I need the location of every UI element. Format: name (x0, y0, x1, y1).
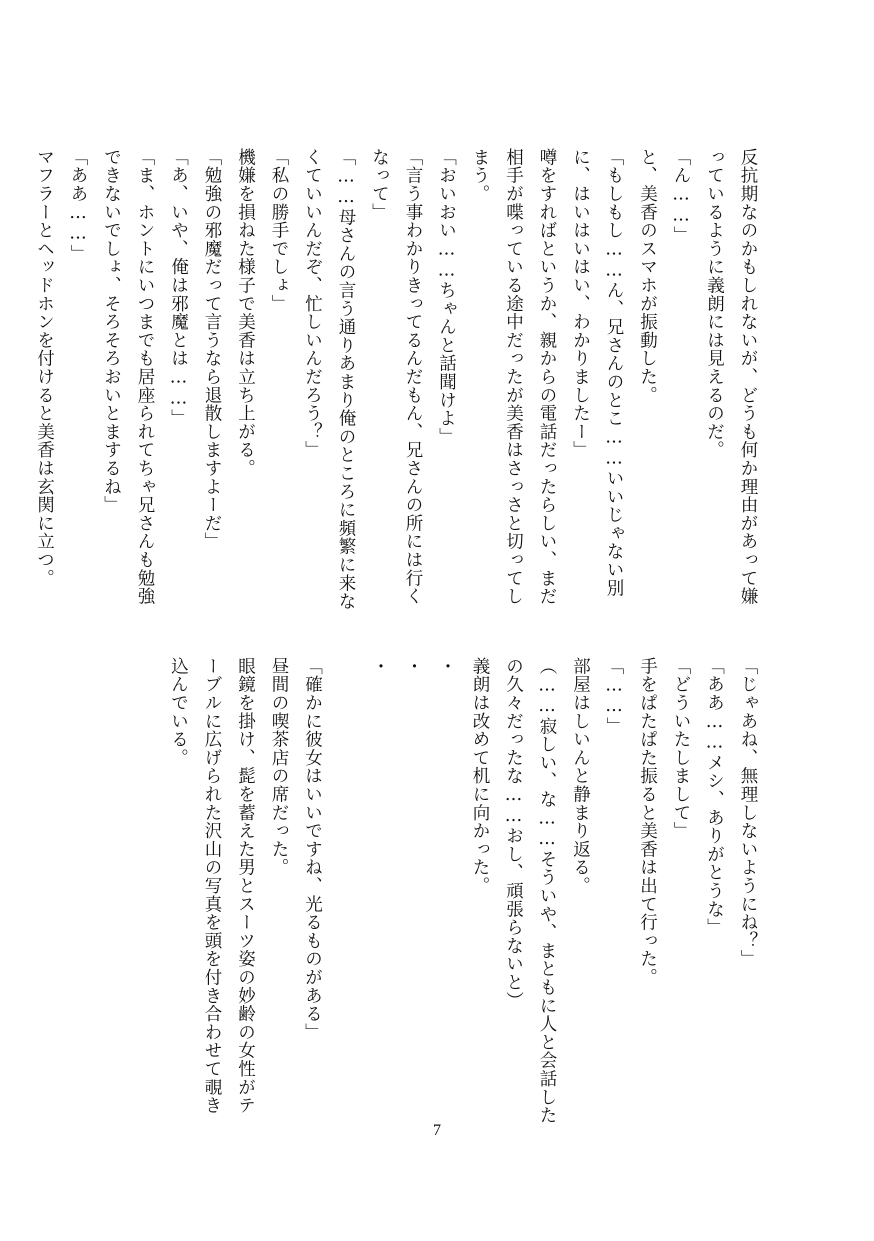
text-line: まう。 (470, 148, 490, 203)
text-line: 「もしもし……ん、兄さんのとこ……いいじゃない別 (604, 148, 624, 598)
text-line: 眼鏡を掛け、髭を蓄えた男とスーツ姿の妙齢の女性がテ (235, 657, 256, 1115)
text-line: 「ああ……」 (68, 148, 88, 263)
text-line: 「ん……」 (671, 148, 691, 245)
text-line: 機嫌を損ねた様子で美香は立ち上がる。 (235, 148, 256, 478)
text-line: と、美香のスマホが振動した。 (637, 148, 658, 405)
text-line: 込んでいる。 (168, 657, 189, 767)
text-line: に、はいはいはい、わかりましたー」 (570, 148, 591, 460)
text-line: なって」 (369, 148, 390, 222)
lower-text-block (161, 657, 764, 1127)
text-line: 反抗期なのかもしれないが、どうも何か理由があって嫌 (738, 148, 758, 606)
text-line: （……寂しい、な……そういや、まともに人と会話した (537, 657, 557, 1125)
text-line: 「私の勝手でしょ」 (269, 148, 289, 313)
text-line: 手をぱたぱた振ると美香は出て行った。 (637, 657, 658, 987)
text-line: 「ああ……メシ、ありがとうな」 (704, 657, 725, 937)
text-line: 「言う事わかりきってるんだもん、兄さんの所には行く (403, 148, 423, 606)
text-line: 「ま、ホントにいつまでも居座られてちゃ兄さんも勉強 (135, 148, 155, 606)
text-line: マフラーとヘッドホンを付けると美香は玄関に立つ。 (34, 148, 55, 588)
text-line (329, 657, 363, 1127)
text-line: 噂をすればというか、親からの電話だったらしい、まだ (537, 148, 557, 606)
text-line: 「……」 (604, 657, 624, 736)
text-line: 「確かに彼女はいいですね、光るものがある」 (302, 657, 323, 1042)
text-line: 「じゃあね、無理しないようにね？」 (738, 657, 758, 969)
text-line: くていいんだぞ、忙しいんだろう？」 (302, 148, 323, 460)
text-line: 相手が喋っている途中だったが美香はさっさと切ってし (503, 148, 524, 606)
text-line: っているように義朗には見えるのだ。 (704, 148, 725, 460)
text-line: 「おいおい……ちゃんと話聞けよ」 (436, 148, 457, 446)
text-line: 「……母さんの言う通りあまり俺のところに頻繁に来な (336, 148, 356, 611)
text-line: 義朗は改めて机に向かった。 (470, 657, 490, 895)
text-line: 「あ、いや、俺は邪魔とは……」 (168, 148, 189, 428)
text-line: できないでしょ、そろそろおいとまするね」 (101, 148, 122, 514)
page-number: 7 (433, 1122, 441, 1139)
text-line: ・ (403, 657, 423, 676)
text-line: の久々だったな……おし、頑張らないと） (503, 657, 524, 1010)
text-line: ーブルに広げられた沢山の写真を頭を付き合わせて覗き (202, 657, 222, 1115)
upper-text-block (27, 148, 764, 611)
text-line: ・ (436, 657, 457, 676)
text-line: 部屋はしいんと静まり返る。 (570, 657, 591, 895)
text-line: 「どういたしまして」 (671, 657, 691, 840)
text-line: ・ (369, 657, 390, 676)
text-line: 「勉強の邪魔だって言うなら退散しますよーだ」 (202, 148, 222, 551)
text-line: 昼間の喫茶店の席だった。 (269, 657, 289, 877)
